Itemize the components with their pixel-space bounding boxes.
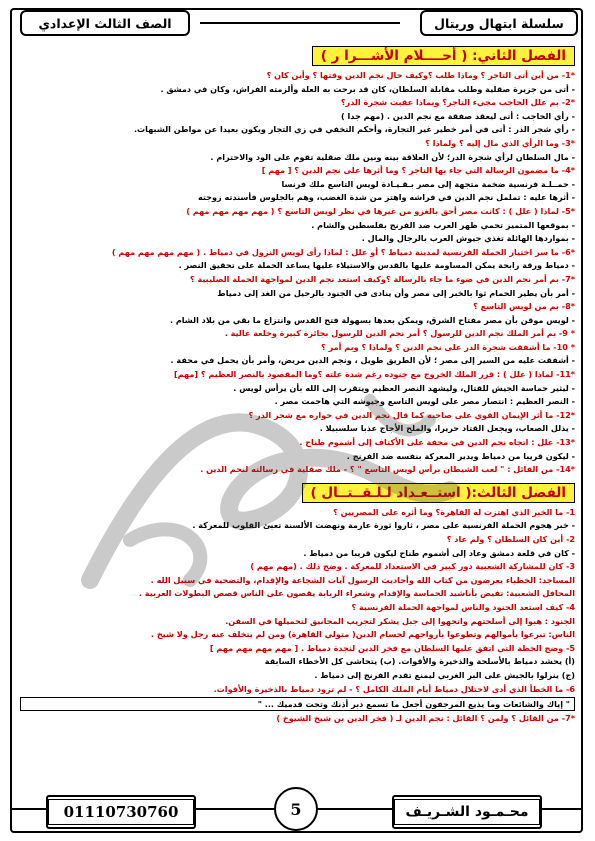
heading-answer-line: الجنود : هبوا إلى أسلحتهم واتجهوا إلى جبل يشكر لتجريب المجانيق لتحميلها في السفن.	[225, 615, 575, 626]
question-line: 6- ما الخطأ الذي أدى لاحتلال دمياط أيام الملك الكامل ؟ - لم تزود دمياط بالذخيرة والأقوات.	[213, 683, 575, 694]
answer-line: - أتى من جزيرة صقلية وطلب مقابلة السلطان، كان قد برحت به العلة وألزمته الفراش، وكان في دمشق .	[160, 83, 575, 94]
answer-line: - خبر هجوم الحملة الفرنسية على مصر ، ثاروا ثورة عارمة ونهضت الألسنة تعبئ القلوب للمعركة .	[192, 520, 575, 531]
answer-line: - أثرها عليه : تململ نجم الدين في فراشه واهتز من شدة الغضب، وهم بالجلوس فأسندته زوجته	[197, 192, 575, 203]
phone-box	[46, 795, 196, 829]
question-line: *4- ما مضمون الرسالة التي جاء بها التاجر ؟ وما أثرها على نجم الدين ؟ [ مهم ]	[261, 165, 575, 176]
series-title-text: سلسلة ابتهال وريتال	[434, 15, 564, 31]
heading-answer-line: المحافل الشعبية: تفيض بأناشيد الحماسة والإقدام وشعراء الربابة يقصون على الناس قصص البطولات العربية .	[138, 588, 575, 599]
answer-line: - أشفقت عليه من السير إلى مصر ؛ لأن الطريق طويل ، ونجم الدين مريض، وأمر بأن يحمل في محفة .	[170, 355, 575, 366]
question-line: * 10- ما أشفقت شجرة الدر على نجم الدين ؟ ولماذا ؟ وبم أمر ؟	[321, 341, 575, 352]
answer-line: - ليثير حماسة الجيش للقتال، وليشهد النصر العظيم ويتقرب إلى الله بأن يرأس لويس .	[233, 382, 575, 393]
answer-line: - لويس موقن بأن مصر مفتاح الشرق، ويمكن بعدها بسهولة فتح القدس وانتزاع ما بقي من بلاد الشام .	[169, 314, 575, 325]
question-line: *12- ما أثر الإيمان القوي على صاحبه كما قال نجم الدين في حواره مع شجر الدر ؟	[248, 409, 575, 420]
answer-line: - يذلل الصعاب، ويجعل القتاد حريرا، والملح الأجاج عذبا سلسبيلا .	[319, 423, 575, 434]
header-divider	[200, 22, 400, 24]
question-line: *2- بم علل الحاجب مجيء التاجر؟ وبماذا عقبت شجرة الدر؟	[340, 97, 575, 108]
heading-answer-line: الناس: تبرعوا بأموالهم وتطوعوا بأرواحهم لحسام الدين( متولي القاهرة) ومن لم يتخلف عنه رجل ولا شيخ .	[150, 629, 575, 640]
author-name: محـمـود الشـريـف	[394, 799, 540, 825]
chapter-2-list	[20, 69, 575, 477]
answer-line: - بمواردها الهائلة تغذي جيوش العرب بالرجال والمال .	[361, 233, 575, 244]
answer-line: - أمر بأن يطير الحمام ثوا بالخبر إلى مصر وأن ينادى في الجنود بالرحيل من الغد إلى دمياط	[217, 287, 575, 298]
question-line: 5- وضح الخطة التي اتفق عليها السلطان مع فخر الدين لنجدة دمياط . [ مهم مهم مهم مهم ]	[209, 642, 575, 653]
question-line: 4- كيف استعد الجنود والناس لمواجهة الحملة الفرنسية ؟	[351, 601, 575, 612]
question-line: *14- من القائل : " لعب الشيطان برأس لويس التاسع " ؟ - ملك صقلية في رسالته لنجم الدين .	[200, 464, 575, 475]
question-line: *3- وما الرأي الذي مال إليه ؟ ولماذا ؟	[425, 137, 575, 148]
answer-line: (أ) يحشد دمياط بالأسلحة والذخيرة والأقوات. (ب) يتحاشى كل الأخطاء السابقة	[264, 656, 575, 667]
question-line: 3- كان للمشاركة الشعبية دور كبير في الاستعداد للمعركة . وضح ذلك . (مهم مهم )	[250, 561, 575, 572]
answer-line: - دمياط ورقة رابحة يمكن المساومة عليها بالقدس والاستيلاء عليها يساعد الحملة على تحقيق النصر .	[178, 260, 575, 271]
answer-line: - مال السلطان لرأي شجرة الدر؛ لأن العلاقة بينه وبين ملك صقلية تقوم على الود والاحترام .	[210, 151, 575, 162]
question-line: *11- لماذا ( علل ) : قرر الملك الخروج مع جنوده رغم شدة علته ؟وما المقصود بالنصر العظيم ؟ [مهم]	[173, 369, 575, 380]
quote-box: " إياك والشائعات وما يذيع المرجفون أجعل ما تسمع دبر أذنك وتحت قدميك ... "	[20, 697, 575, 711]
question-line: 1- ما الخبر الذي اهتزت له القاهرة؟ وما أثره على المصريين ؟	[333, 506, 575, 517]
grade-label	[20, 10, 190, 36]
answer-line: - حمــلـة فرنسية ضخمة متجهة إلى مصر بـقـيـادة لويس التاسع ملك فرنسا	[281, 178, 575, 189]
answer-line: - بموقعها المتميز تحمي ظهر العرب ضد الفرنج بفلسطين والشام .	[311, 219, 575, 230]
author-box	[392, 795, 542, 829]
answer-line: - كان في قلعة دمشق وعاد إلى أشموم طناح ليكون قريبا من دمياط .	[303, 547, 575, 558]
question-line: *5- لماذا ( علل ) : كانت مصر أحق بالغزو من غيرها في نظر لويس التاسع ؟ ( مهم مهم مهم مهم )	[186, 205, 575, 216]
answer-line: - ليكون قريبا من دمياط ويدير المعركة بنفسه ضد الفرنج .	[346, 450, 575, 461]
series-title	[420, 10, 578, 36]
answer-line: (ج) ينزلوا بالجيش على البر الغربي ليمنع تقدم الفرنج إلى دمياط .	[314, 669, 575, 680]
question-line: *6- ما سر اختيار الحملة الفرنسية لمدينة دمياط ؟ أو علل : لماذا رأى لويس النزول في دمياط . ( مهم مهم مهم مهم )	[111, 246, 575, 257]
phone-number: 01110730760	[48, 799, 194, 825]
question-line: *7- بم أمر نجم الدين في ضوء ما جاء بالرسالة ؟وكيف استعد نجم الدين لمواجهة الحملة الصليبية ؟	[189, 273, 575, 284]
chapter-2-title: الفصل الثاني: ( أحــــلام الأشـــرا ر )	[312, 46, 575, 66]
answer-line: - النصر العظيم : انتصار مصر على لويس التاسع وجيوشه التي هاجمت مصر .	[274, 396, 575, 407]
heading-answer-line: المساجد: الخطباء يعرضون من كتاب الله وأحاديث الرسول آيات الشجاعة والإقدام، والتضحية في سبيل الله .	[150, 574, 575, 585]
answer-line: - رأي شجر الدر : أتى في أمر خطير غير التجارة، وأحكم التخفي في زي التجار ويكون بعيدا عن مواطن الشبهات.	[133, 124, 575, 135]
question-line: *13- علل : اتجاه نجم الدين في محفة على الأكتاف إلى أشموم طناح .	[299, 437, 575, 448]
question-line: * 9- بم أمر الملك نجم الدين للرسول ؟ أمر نجم الدين للرسول بجائزة كبيرة وخلعة غالية .	[224, 328, 575, 339]
page-number: 5	[274, 787, 318, 831]
chapter-3-list	[20, 506, 575, 696]
chapter-3-title: الفصل الثالث:( استــعـداد لـلـقــتــال )	[302, 483, 575, 503]
answer-line: - رأي الحاجب : أتى ليعقد صفقة مع نجم الدين . (مهم جدا )	[341, 110, 575, 121]
last-question: *7- من القائل ؟ ولمن ؟ القائل : نجم الدين لـ ( فخر الدين بن شيخ الشيوخ )	[276, 713, 575, 724]
question-line: *8- بم من لويس التاسع ؟	[473, 301, 575, 312]
grade-label-text: الصف الثالث الإعدادي	[38, 15, 172, 31]
content-body	[20, 44, 575, 726]
question-line: *1- من أين أتى التاجر ؟ وماذا طلب ؟وكيف حال نجم الدين وقتها ؟ وأين كان ؟	[266, 70, 575, 80]
question-line: 2- أين كان السلطان ؟ ولم عاد ؟	[446, 534, 575, 544]
